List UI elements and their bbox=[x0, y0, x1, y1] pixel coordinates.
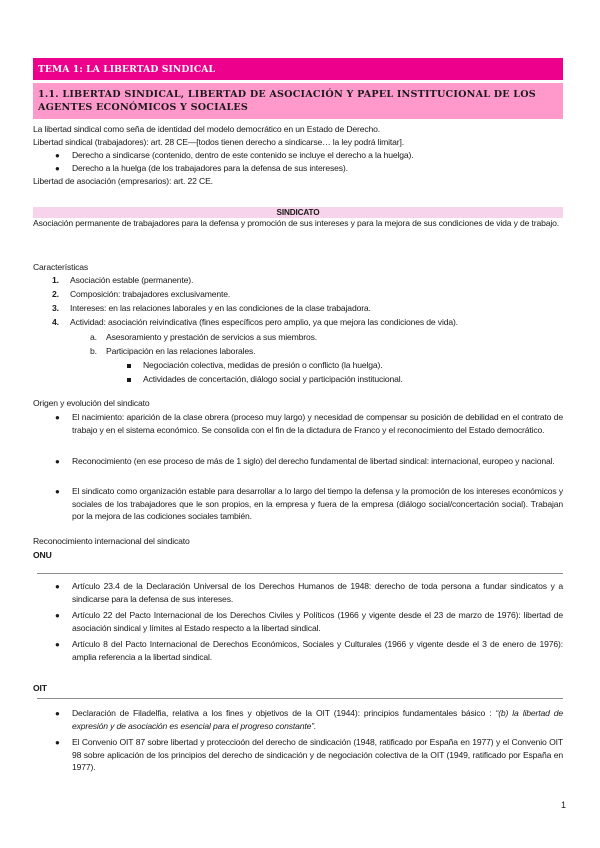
origen-bullet-1: El nacimiento: aparición de la clase obrera (proceso muy largo) y necesidad de compensar su posición de debilidad en el contrato de trabajo y en el sistema económico. Se consolida con el fin de la dictadura de Franco y el reconocimiento del Estado democrático. bbox=[72, 412, 563, 435]
origen-heading: Origen y evolución del sindicato bbox=[33, 398, 150, 408]
section-title-line-1: 1.1. LIBERTAD SINDICAL, LIBERTAD DE ASOCIACIÓN Y PAPEL INSTITUCIONAL DE LOS bbox=[38, 89, 536, 100]
caracteristica-3: Intereses: en las relaciones laborales y en las condiciones de la clase trabajadora. bbox=[70, 303, 371, 313]
intro-bullet-2: Derecho a la huelga (de los trabajadores para la defensa de sus intereses). bbox=[72, 163, 348, 173]
bullet-icon: ● bbox=[55, 582, 60, 591]
oit-label: OIT bbox=[33, 683, 47, 693]
caracteristica-2: Composición: trabajadores exclusivamente. bbox=[70, 289, 231, 299]
intro-line-2: Libertad sindical (trabajadores): art. 28 CE—[todos tienen derecho a sindicarse… la ley podrá limitar]. bbox=[33, 137, 404, 147]
caracteristica-4: Actividad: asociación reivindicativa (fines específicos pero amplio, ya que mejora las condiciones de vida). bbox=[70, 317, 458, 327]
reconocimiento-heading: Reconocimiento internacional del sindicato bbox=[33, 536, 190, 546]
sindicato-definition: Asociación permanente de trabajadores para la defensa y promoción de sus intereses y para la mejora de sus condiciones de vida y de trabajo. bbox=[33, 218, 559, 228]
origen-bullet-3: El sindicato como organización estable para desarrollar a lo largo del tiempo la defensa y la promoción de los intereses económicos y sociales de los trabajadores que le son propios, en la empresa y fuera de la empresa (diálogo social/concertación social). Trabajan por la mejora de las codiciones sociales también. bbox=[72, 486, 563, 522]
section-title-line-2: AGENTES ECONÓMICOS Y SOCIALES bbox=[38, 102, 249, 113]
bullet-icon: ● bbox=[55, 640, 60, 649]
bullet-icon: ● bbox=[55, 457, 60, 466]
oit-bullet-1-quote: “(b) la libertad de expresión y de asociación es esencial para el progreso constante”. bbox=[72, 708, 563, 731]
section-title bbox=[33, 83, 563, 119]
intro-bullet-1: Derecho a sindicarse (contenido, dentro de este contenido se incluye el derecho a la huelga). bbox=[72, 150, 414, 160]
square-bullet-icon bbox=[127, 378, 131, 382]
bullet-icon: ● bbox=[55, 487, 60, 496]
onu-bullet-1: Artículo 23.4 de la Declaración Universal de los Derechos Humanos de 1948: derecho de toda persona a fundar sindicatos y a sindicarse para la defensa de sus intereses. bbox=[72, 581, 563, 604]
sindicato-heading: SINDICATO bbox=[33, 207, 563, 218]
list-number: 2. bbox=[52, 289, 59, 299]
subitem-b: Participación en las relaciones laborales. bbox=[106, 346, 256, 356]
caracteristicas-heading: Características bbox=[33, 262, 89, 272]
origen-bullet-2: Reconocimiento (en ese proceso de más de 1 siglo) del derecho fundamental de libertad sindical: internacional, europeo y nacional. bbox=[72, 456, 555, 466]
intro-line-3: Libertad de asociación (empresarios): art. 22 CE. bbox=[33, 176, 213, 186]
list-number: 3. bbox=[52, 303, 59, 313]
caracteristica-1: Asociación estable (permanente). bbox=[70, 275, 194, 285]
oit-bullet-2: El Convenio OIT 87 sobre libertad y proteccioón del derecho de sindicación (1948, ratificado por España en 1977) y el Convenio OIT 98 sobre aplicación de los principios del derecho de sindicación y de negociación colectiva de la OIT (1949, ratificado por España en 1977). bbox=[72, 737, 563, 773]
list-number: 1. bbox=[52, 275, 59, 285]
oit-bullet-1 bbox=[72, 707, 563, 732]
onu-label: ONU bbox=[33, 550, 52, 560]
bullet-icon: ● bbox=[55, 738, 60, 747]
subsubitem-1: Negociación colectiva, medidas de presión o conflicto (la huelga). bbox=[143, 360, 383, 370]
square-bullet-icon bbox=[127, 364, 131, 368]
list-letter: a. bbox=[90, 332, 97, 342]
bullet-icon: ● bbox=[55, 611, 60, 620]
list-letter: b. bbox=[90, 346, 97, 356]
onu-divider bbox=[37, 573, 563, 574]
bullet-icon: ● bbox=[55, 413, 60, 422]
bullet-icon: ● bbox=[55, 164, 60, 173]
oit-bullet-1-text: Declaración de Filadelfia, relativa a los fines y objetivos de la OIT (1944): principios fundamentales básico : bbox=[72, 708, 496, 718]
bullet-icon: ● bbox=[55, 151, 60, 160]
onu-bullet-2: Artículo 22 del Pacto Internacional de los Derechos Civiles y Políticos (1966 y vigente desde el 23 de marzo de 1976): libertad de asociación sindical y límites al Estado respecto a la libertad sindical. bbox=[72, 610, 563, 633]
subsubitem-2: Actividades de concertación, diálogo social y participación institucional. bbox=[143, 374, 403, 384]
chapter-title: TEMA 1: LA LIBERTAD SINDICAL bbox=[33, 58, 563, 80]
bullet-icon: ● bbox=[55, 709, 60, 718]
onu-bullet-3: Artículo 8 del Pacto Internacional de Derechos Económicos, Sociales y Culturales (1966 y vigente desde el 3 de enero de 1976): amplia referencia a la libertad sindical. bbox=[72, 639, 563, 662]
intro-line-1: La libertad sindical como seña de identidad del modelo democrático en un Estado de Derecho. bbox=[33, 124, 381, 134]
oit-divider bbox=[37, 698, 563, 699]
page-number: 1 bbox=[561, 800, 566, 810]
subitem-a: Asesoramiento y prestación de servicios a sus miembros. bbox=[106, 332, 317, 342]
list-number: 4. bbox=[52, 317, 59, 327]
